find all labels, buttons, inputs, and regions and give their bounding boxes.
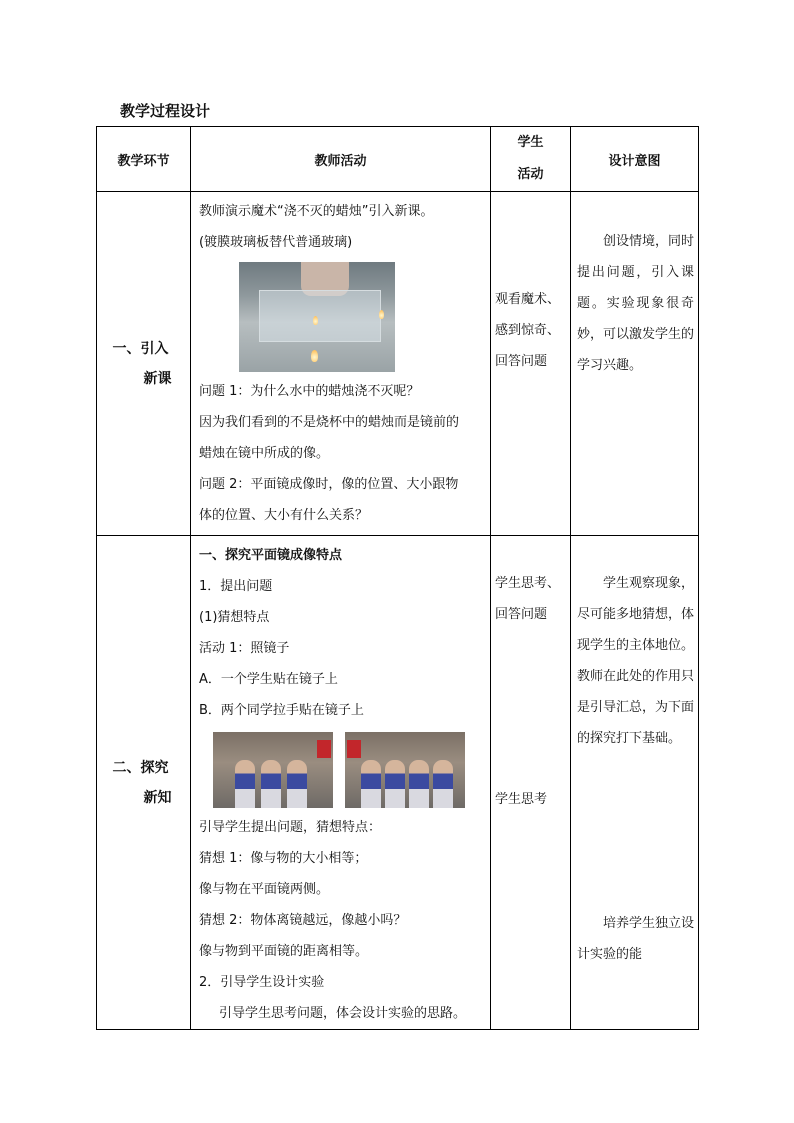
candle-demo-photo [239, 262, 395, 372]
header-intent: 设计意图 [571, 127, 699, 192]
header-teacher: 教师活动 [191, 127, 491, 192]
stage-cell-explore: 二、探究 新知 [97, 536, 191, 1030]
table-row [97, 536, 699, 1030]
table-header-row [97, 127, 699, 192]
mirror-activity-photo-a [213, 732, 333, 808]
stage-cell-intro: 一、引入 新课 [97, 192, 191, 536]
design-intent-explore: 学生观察现象，尽可能多地猜想，体现学生的主体地位。教师在此处的作用只是引导汇总，为下面的探究打下基础。 培养学生独立设计实验的能 [571, 536, 699, 1030]
student-activity-explore: 学生思考、回答问题 学生思考 [491, 536, 571, 1030]
lesson-process-table [96, 126, 699, 1030]
teacher-activity-intro: 教师演示魔术“浇不灭的蜡烛”引入新课。 (镀膜玻璃板替代普通玻璃) 问题 1：为什么水中的蜡烛浇不灭呢？ 因为我们看到的不是烧杯中的蜡烛而是镜前的 蜡烛在镜中所成的像。 问题 2：平面镜成像时，像的位置、大小跟物 体的位置、大小有什么关系？ [191, 192, 491, 536]
table-row [97, 192, 699, 536]
page-title: 教学过程设计 [120, 102, 211, 120]
teacher-activity-explore: 一、探究平面镜成像特点 1．提出问题 (1)猜想特点 活动 1：照镜子 A．一个学生贴在镜子上 B．两个同学拉手贴在镜子上 引导学生提出问题，猜想特点： 猜想 1：像与物的大小相等； 像与物在平面镜两侧。 猜想 2：物体离镜越远，像越小吗？ 像与物到平面镜的距离相等。 2．引导学生设计实验 引导学生思考问题，体会设计实验的思路。 [191, 536, 491, 1030]
student-activity-intro: 观看魔术、感到惊奇、回答问题 [491, 192, 571, 536]
header-student: 学生 活动 [491, 127, 571, 192]
design-intent-intro: 创设情境，同时提出问题，引入课题。实验现象很奇妙，可以激发学生的学习兴趣。 [571, 192, 699, 536]
mirror-activity-photo-b [345, 732, 465, 808]
header-stage: 教学环节 [97, 127, 191, 192]
